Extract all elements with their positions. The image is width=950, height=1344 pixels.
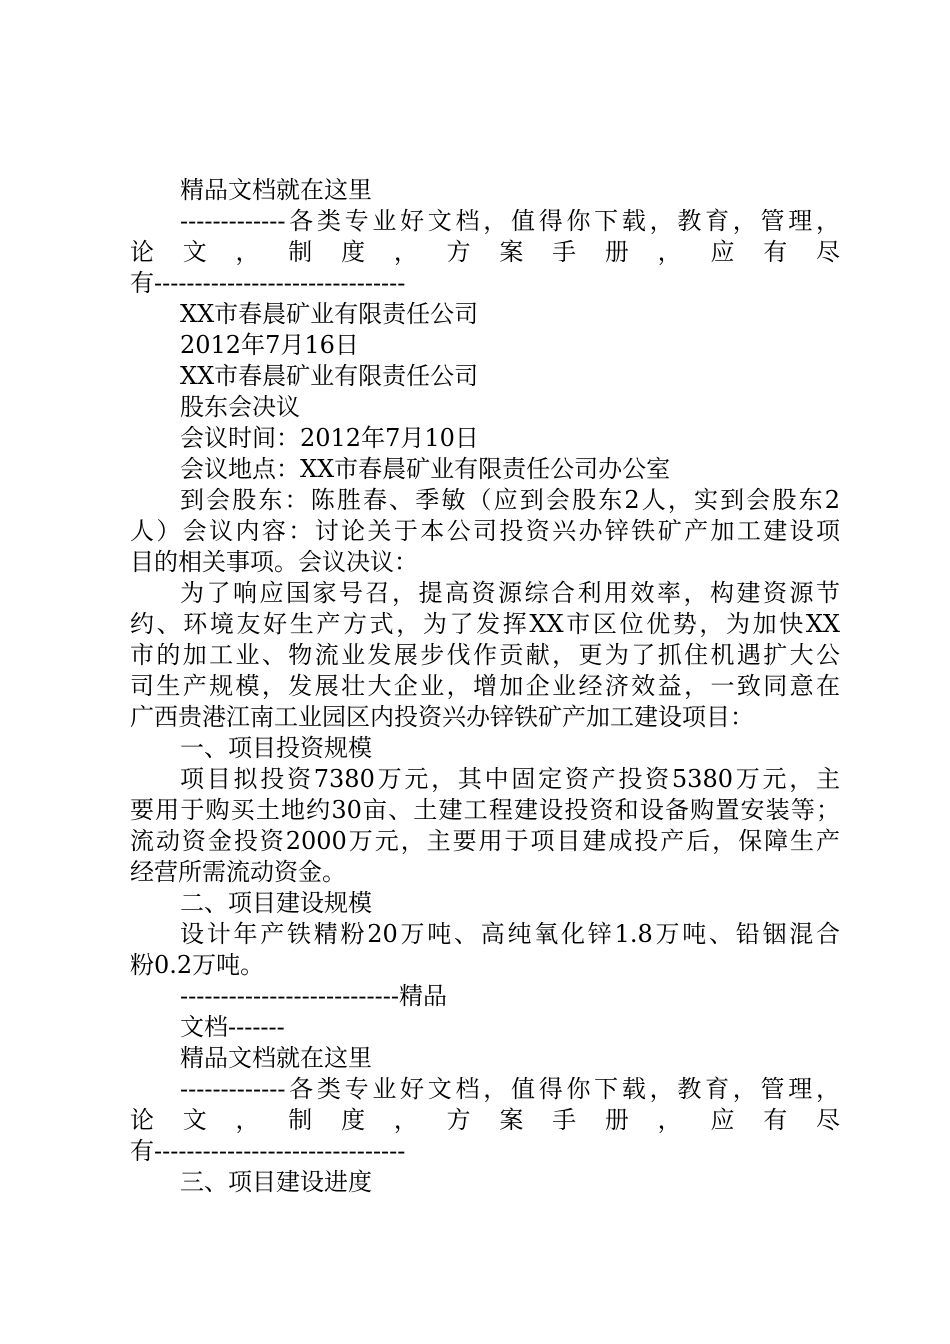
footer-mark: 文档------- — [180, 1013, 285, 1041]
document-title: 股东会决议 — [180, 393, 300, 421]
resolution-paragraph: 约、环境友好生产方式，为了发挥XX市区位优势，为加快XX — [130, 610, 840, 638]
resolution-paragraph: 市的加工业、物流业发展步伐作贡献，更为了抓住机遇扩大公 — [130, 641, 840, 669]
meeting-time: 会议时间：2012年7月10日 — [180, 424, 479, 452]
resolution-paragraph: 广西贵港江南工业园区内投资兴办锌铁矿产加工建设项目： — [130, 703, 754, 731]
banner-line: 论 文 ， 制 度 ， 方 案 手 册 ， 应 有 尽 — [130, 1106, 840, 1134]
section-paragraph: 经营所需流动资金。 — [130, 858, 346, 886]
banner-line: -------------各类专业好文档，值得你下载，教育，管理， — [180, 1075, 840, 1103]
meeting-content: 人）会议内容：讨论关于本公司投资兴办锌铁矿产加工建设项 — [130, 517, 840, 545]
banner-line: 有------------------------------- — [130, 269, 406, 297]
resolution-paragraph: 司生产规模，发展壮大企业，增加企业经济效益，一致同意在 — [130, 672, 840, 700]
meeting-place: 会议地点：XX市春晨矿业有限责任公司办公室 — [180, 455, 671, 483]
section-paragraph: 要用于购买土地约30亩、土建工程建设投资和设备购置安装等； — [130, 796, 840, 824]
banner-line: 有------------------------------- — [130, 1137, 406, 1165]
meeting-attendees: 到会股东：陈胜春、季敏（应到会股东2人，实到会股东2 — [180, 486, 840, 514]
company-name: XX市春晨矿业有限责任公司 — [180, 362, 479, 390]
banner-title: 精品文档就在这里 — [180, 1044, 372, 1072]
section-paragraph: 设计年产铁精粉20万吨、高纯氧化锌1.8万吨、铅铟混合 — [180, 920, 840, 948]
footer-mark: ---------------------------精品 — [180, 982, 447, 1010]
banner-line: -------------各类专业好文档，值得你下载，教育，管理， — [180, 207, 840, 235]
section-heading: 三、项目建设进度 — [180, 1168, 372, 1196]
section-heading: 一、项目投资规模 — [180, 734, 372, 762]
banner-title: 精品文档就在这里 — [180, 176, 372, 204]
banner-line: 论 文 ， 制 度 ， 方 案 手 册 ， 应 有 尽 — [130, 238, 840, 266]
section-paragraph: 流动资金投资2000万元，主要用于项目建成投产后，保障生产 — [130, 827, 840, 855]
document-date: 2012年7月16日 — [180, 331, 359, 359]
section-paragraph: 项目拟投资7380万元，其中固定资产投资5380万元，主 — [180, 765, 840, 793]
section-paragraph: 粉0.2万吨。 — [130, 951, 265, 979]
company-name: XX市春晨矿业有限责任公司 — [180, 300, 479, 328]
section-heading: 二、项目建设规模 — [180, 889, 372, 917]
resolution-paragraph: 为了响应国家号召，提高资源综合利用效率，构建资源节 — [180, 579, 840, 607]
meeting-content: 目的相关事项。会议决议： — [130, 548, 418, 576]
